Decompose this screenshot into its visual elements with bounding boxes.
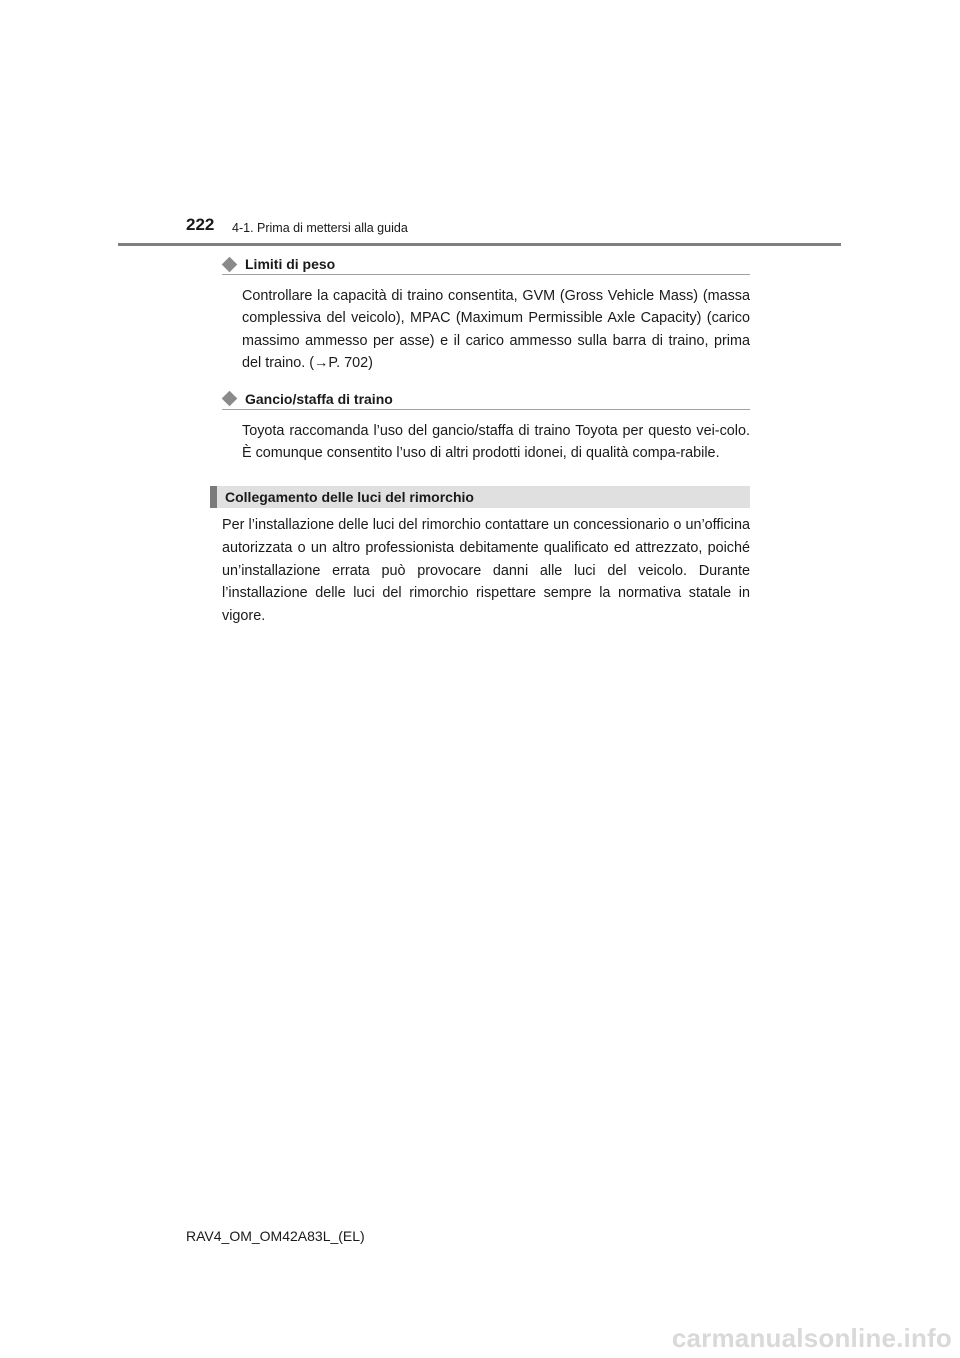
trailer-lights-heading-bar: [210, 486, 750, 508]
header-divider: [118, 243, 841, 246]
weight-limits-text: Controllare la capacità di traino consentita, GVM (Gross Vehicle Mass) (massa complessiva del veicolo), MPAC (Maximum Permissible Axle Capacity) (carico massimo ammesso per asse) e il carico ammesso sulla barra di traino, prima del traino. (→P. 702): [242, 288, 750, 372]
hitch-section: [222, 389, 750, 465]
diamond-bullet-icon: [222, 256, 238, 272]
hitch-heading: [222, 389, 750, 410]
hitch-text: Toyota raccomanda l’uso del gancio/staffa di traino Toyota per questo vei-colo. È comunque consentito l’uso di altri prodotti idonei, di qualità compa-rabile.: [242, 422, 750, 462]
weight-limits-heading: [222, 254, 750, 275]
chapter-title: 4-1. Prima di mettersi alla guida: [232, 221, 408, 235]
diamond-bullet-icon: [222, 391, 238, 407]
trailer-lights-text: Per l’installazione delle luci del rimorchio contattare un concessionario o un’officina autorizzata o un altro professionista debitamente qualificato ed attrezzato, poiché un’installazione errata può provocare danni alle luci del veicolo. Durante l’installazione delle luci del rimorchio rispettare sempre la normativa statale in vigore.: [222, 517, 750, 624]
document-code: RAV4_OM_OM42A83L_(EL): [186, 1228, 365, 1244]
section-accent-marker: [210, 486, 217, 508]
page-content: [222, 254, 750, 627]
watermark: carmanualsonline.info: [671, 1323, 952, 1353]
weight-limits-title: Limiti di peso: [245, 256, 336, 272]
page-number: 222: [186, 215, 215, 234]
hitch-title: Gancio/staffa di traino: [245, 390, 393, 407]
trailer-lights-section: [222, 486, 750, 627]
weight-limits-section: [222, 254, 750, 375]
trailer-lights-title: Collegamento delle luci del rimorchio: [225, 489, 474, 506]
